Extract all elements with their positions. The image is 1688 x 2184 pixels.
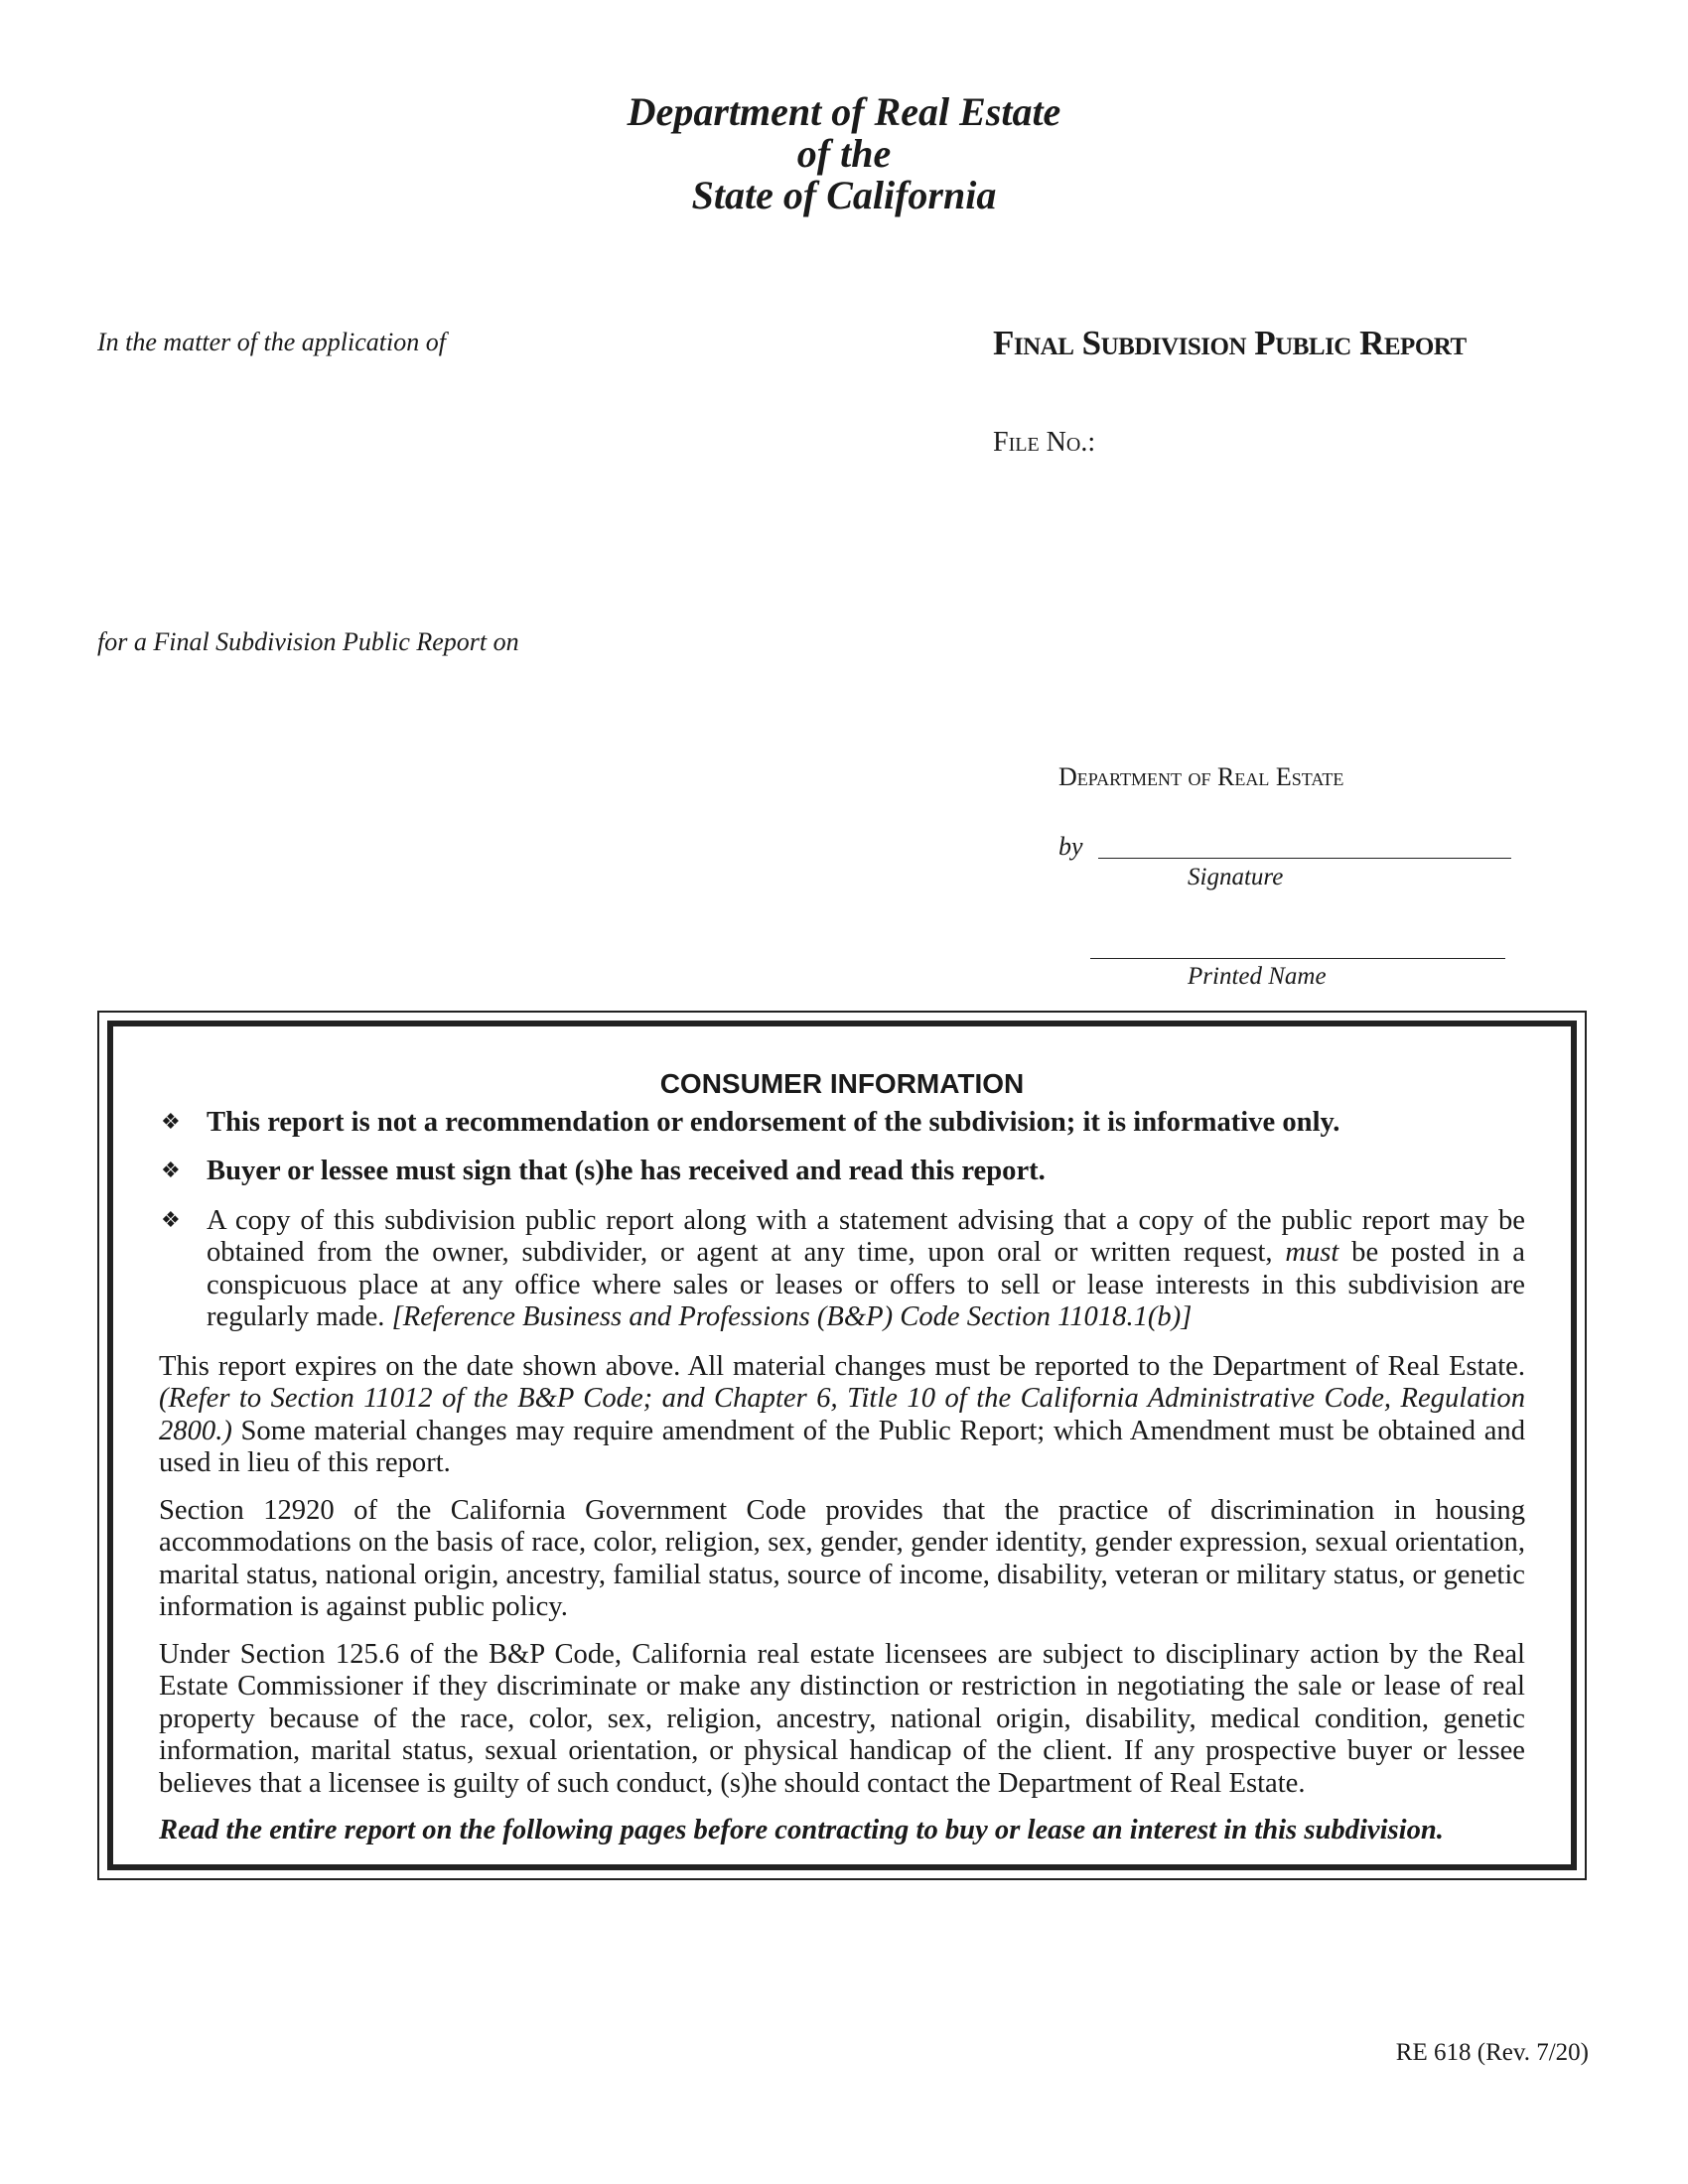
consumer-information-box — [97, 1011, 1587, 1880]
bullet-item — [159, 1205, 1525, 1334]
licensee-discipline-paragraph: Under Section 125.6 of the B&P Code, California real estate licensees are subject to disciplinary action by the Real Estate Commissioner if they discriminate or make any distinction or restriction in negotiating the sale or lease of real property because of the race, color, sex, religion, ancestry, national origin, disability, medical condition, genetic information, marital status, sexual orientation, or physical handicap of the client. If any prospective buyer or lessee believes that a licensee is guilty of such conduct, (s)he should contact the Department of Real Estate. — [159, 1638, 1525, 1799]
paragraph-text: Some material changes may require amendment of the Public Report; which Amendment must be obtained and used in lieu of this report. — [159, 1415, 1525, 1478]
header-line-1: Department of Real Estate — [627, 89, 1061, 134]
bullet-text: be posted in a conspicuous place at any office where sales or leases or offers to sell or lease interests in this subdivision are regularly made. — [207, 1237, 1525, 1332]
header-line-2: of the — [796, 131, 892, 176]
form-identifier: RE 618 (Rev. 7/20) — [1395, 2039, 1589, 2066]
by-label: by — [1058, 832, 1083, 861]
bullet-text: This report is not a recommendation or endorsement of the subdivision; it is informative only. — [207, 1106, 1340, 1138]
diamond-bullet-icon: ❖ — [161, 1109, 181, 1135]
bullet-text: Buyer or lessee must sign that (s)he has received and read this report. — [207, 1156, 1046, 1186]
diamond-bullet-icon: ❖ — [161, 1159, 181, 1183]
bullet-text: A copy of this subdivision public report along with a statement advising that a copy of the public report may be obtained from the owner, subdivider, or agent at any time, upon oral or written request, — [207, 1204, 1525, 1268]
paragraph-text: This report expires on the date shown above. All material changes must be reported to the Department of Real Estate. — [159, 1350, 1525, 1382]
consumer-information-title: CONSUMER INFORMATION — [659, 1068, 1025, 1099]
closing-statement: Read the entire report on the following pages before contracting to buy or lease an interest in this subdivision. — [159, 1815, 1444, 1845]
expiration-paragraph — [159, 1351, 1525, 1480]
consumer-information-inner — [107, 1021, 1577, 1870]
department-label: Department of Real Estate — [1058, 762, 1344, 791]
bullet-item — [159, 1156, 1525, 1188]
code-reference: (Refer to Section 11012 of the B&P Code; and Chapter 6, Title 10 of the California Administrative Code, Regulation 2800.) — [159, 1383, 1525, 1446]
printed-name-line[interactable] — [1090, 958, 1505, 959]
header-line-3: State of California — [691, 173, 997, 217]
for-report-label: for a Final Subdivision Public Report on — [97, 627, 519, 656]
application-matter-label: In the matter of the application of — [97, 328, 446, 356]
diamond-bullet-icon: ❖ — [161, 1207, 181, 1233]
bullet-item — [159, 1107, 1525, 1140]
signature-caption: Signature — [1188, 864, 1284, 890]
report-title: Final Subdivision Public Report — [993, 324, 1467, 362]
emphasis-must: must — [1285, 1237, 1339, 1268]
file-number-label: File No.: — [993, 427, 1096, 458]
document-header — [0, 91, 1688, 216]
printed-name-caption: Printed Name — [1188, 963, 1327, 990]
signature-line[interactable] — [1098, 858, 1511, 859]
code-reference: [Reference Business and Professions (B&P) Code Section 11018.1(b)] — [391, 1301, 1193, 1332]
discrimination-policy-paragraph: Section 12920 of the California Government Code provides that the practice of discrimination in housing accommodations on the basis of race, color, religion, sex, gender, gender identity, gender expression, sexual orientation, marital status, national origin, ancestry, familial status, source of income, disability, veteran or military status, or genetic information is against public policy. — [159, 1494, 1525, 1622]
